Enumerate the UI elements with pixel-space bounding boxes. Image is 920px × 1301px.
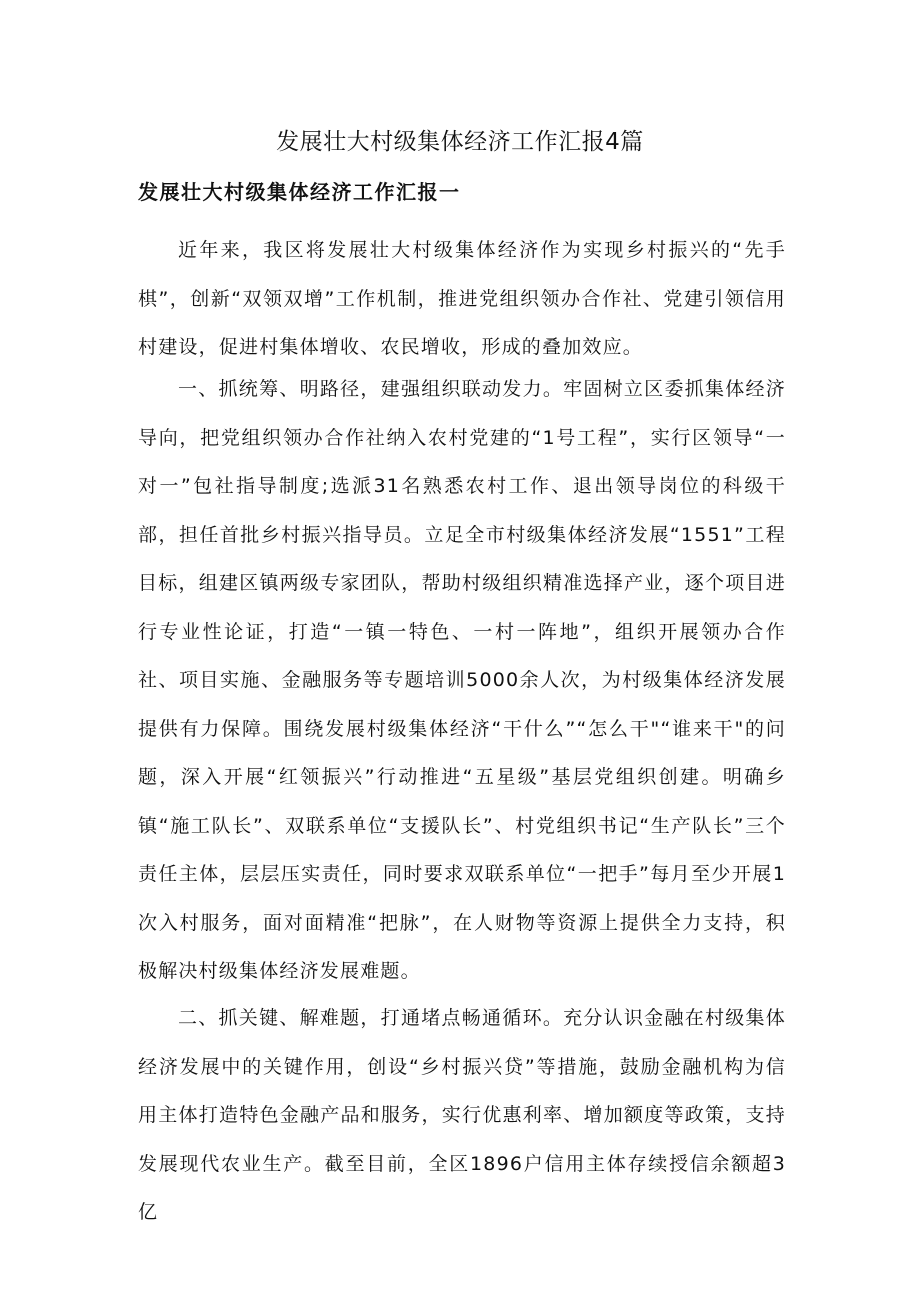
paragraph-intro: 近年来，我区将发展壮大村级集体经济作为实现乡村振兴的“先手棋”，创新“双领双增”工作机制，推进党组织领办合作社、党建引领信用村建设，促进村集体增收、农民增收，形成的叠加效应。 [138, 239, 786, 358]
paragraph-section-one: 一、抓统筹、明路径，建强组织联动发力。牢固树立区委抓集体经济导向，把党组织领办合作社纳入农村党建的“1号工程”，实行区领导“一对一”包社指导制度;选派31名熟悉农村工作、退出领导岗位的科级干部，担任首批乡村振兴指导员。立足全市村级集体经济发展“1551”工程目标，组建区镇两级专家团队，帮助村级组织精准选择产业，逐个项目进行专业性论证，打造“一镇一特色、一村一阵地”，组织开展领办合作社、项目实施、金融服务等专题培训5000余人次，为村级集体经济发展提供有力保障。围绕发展村级集体经济“干什么”“怎么干"“谁来干"的问题，深入开展“红领振兴”行动推进“五星级”基层党组织创建。明确乡镇“施工队长”、双联系单位“支援队长”、村党组织书记“生产队长”三个责任主体，层层压实责任，同时要求双联系单位“一把手”每月至少开展1次入村服务，面对面精准“把脉”，在人财物等资源上提供全力支持，积极解决村级集体经济发展难题。 [138, 378, 786, 982]
section-heading: 发展壮大村级集体经济工作汇报一 [138, 180, 461, 204]
document-title: 发展壮大村级集体经济工作汇报4篇 [276, 129, 644, 155]
paragraph-section-two: 二、抓关键、解难题，打通堵点畅通循环。充分认识金融在村级集体经济发展中的关键作用，创设“乡村振兴贷”等措施，鼓励金融机构为信用主体打造特色金融产品和服务，实行优惠利率、增加额度等政策，支持发展现代农业生产。截至目前，全区1896户信用主体存续授信余额超3亿 [138, 1007, 786, 1223]
